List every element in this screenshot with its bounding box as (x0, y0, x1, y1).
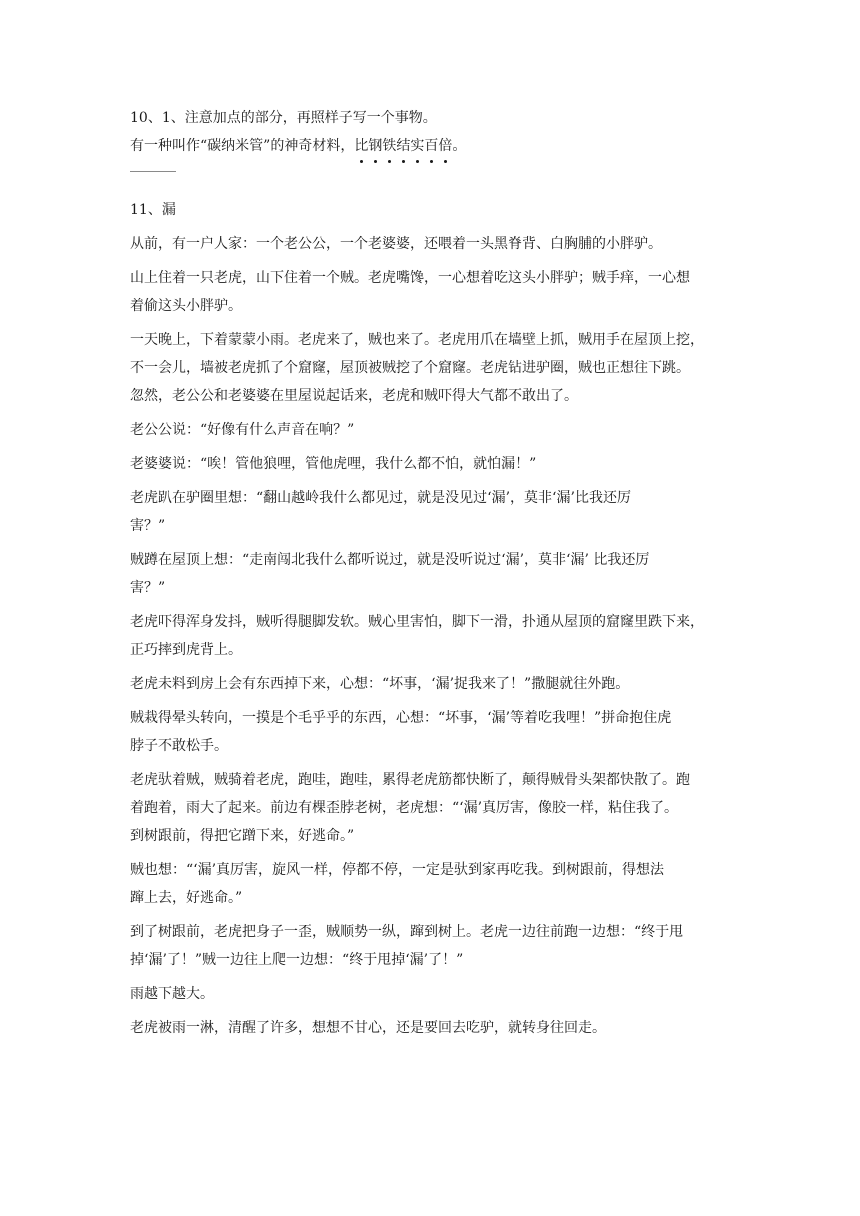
document-page (130, 107, 730, 1048)
story-line: 忽然，老公公和老婆婆在里屋说起话来，老虎和贼吓得大气都不敢出了。 (130, 388, 578, 404)
story-line: 正巧摔到虎背上。 (130, 642, 242, 658)
story-paragraph (130, 766, 730, 850)
story-line: 老虎驮着贼，贼骑着老虎，跑哇，跑哇，累得老虎筋都快断了，颠得贼骨头架都快散了。跑 (130, 772, 690, 788)
story-line: 不一会儿，墙被老虎抓了个窟窿，屋顶被贼挖了个窟窿。老虎钻进驴圈，贼也正想往下跳。 (130, 360, 690, 376)
story-line: 到了树跟前，老虎把身子一歪，贼顺势一纵，蹿到树上。老虎一边往前跑一边想：“终于甩 (130, 924, 684, 940)
story-text (130, 230, 730, 1042)
story-paragraph (130, 484, 730, 540)
story-line: 贼也想：“‘漏’真厉害，旋风一样，停都不停，一定是驮到家再吃我。到树跟前，得想法 (130, 862, 665, 878)
question-11-title: 11、漏 (130, 202, 176, 218)
dotted-char: 钢 (368, 135, 382, 157)
dotted-char: 实 (410, 135, 424, 157)
story-line: 老虎吓得浑身发抖，贼听得腿脚发软。贼心里害怕，脚下一滑，扑通从屋顶的窟窿里跌下来， (130, 614, 704, 630)
story-line: 老虎趴在驴圈里想：“翻山越岭我什么都见过，就是没见过‘漏’，莫非‘漏’比我还厉 (130, 490, 631, 506)
dotted-char: 倍 (438, 135, 452, 157)
story-line: 老公公说：“好像有什么声音在响？” (130, 422, 355, 438)
story-paragraph (130, 230, 730, 258)
story-paragraph (130, 980, 730, 1008)
story-line: 着跑着，雨大了起来。前边有棵歪脖老树，老虎想：“‘漏’真厉害，像胶一样，粘住我了。 (130, 800, 679, 816)
story-line: 贼蹲在屋顶上想：“走南闯北我什么都听说过，就是没听说过‘漏’，莫非‘漏’ 比我还厉 (130, 552, 650, 568)
story-line: 害？” (130, 518, 166, 534)
dotted-char: 铁 (382, 135, 396, 157)
story-line: 雨越下越大。 (130, 986, 214, 1002)
story-paragraph (130, 918, 730, 974)
story-line: 山上住着一只老虎，山下住着一个贼。老虎嘴馋，一心想着吃这头小胖驴；贼手痒，一心想 (130, 270, 690, 286)
story-paragraph (130, 704, 730, 760)
question-10-example-sentence (130, 135, 730, 157)
story-paragraph (130, 326, 730, 410)
dotted-char: 百 (424, 135, 438, 157)
story-paragraph (130, 856, 730, 912)
story-line: 老婆婆说：“唉！管他狼哩，管他虎哩，我什么都不怕，就怕漏！” (130, 456, 537, 472)
dotted-char: 比 (354, 135, 368, 157)
story-line: 老虎被雨一淋，清醒了许多，想想不甘心，还是要回去吃驴，就转身往回走。 (130, 1020, 606, 1036)
dotted-emphasis (354, 135, 452, 157)
story-line: 脖子不敢松手。 (130, 738, 228, 754)
story-line: 贼栽得晕头转向，一摸是个毛乎乎的东西，心想：“坏事，‘漏’等着吃我哩！”拼命抱住虎 (130, 710, 672, 726)
story-paragraph (130, 670, 730, 698)
story-paragraph (130, 264, 730, 320)
dotted-char: 结 (396, 135, 410, 157)
story-line: 掉‘漏’了！”贼一边往上爬一边想：“终于甩掉‘漏’了！” (130, 952, 464, 968)
story-paragraph (130, 608, 730, 664)
story-line: 从前，有一户人家：一个老公公，一个老婆婆，还喂着一头黑脊背、白胸脯的小胖驴。 (130, 236, 662, 252)
story-line: 到树跟前，得把它蹭下来，好逃命。” (130, 828, 355, 844)
story-line: 老虎未料到房上会有东西掉下来，心想：“坏事，‘漏’捉我来了！”撒腿就往外跑。 (130, 676, 630, 692)
story-line: 一天晚上，下着蒙蒙小雨。老虎来了，贼也来了。老虎用爪在墙壁上抓，贼用手在屋顶上挖， (130, 332, 704, 348)
question-10-title: 10、1、注意加点的部分，再照样子写一个事物。 (130, 110, 437, 126)
sentence-before: 有一种叫作“碳纳米管”的神奇材料， (130, 138, 355, 154)
answer-blank-line[interactable] (130, 171, 176, 172)
story-line: 着偷这头小胖驴。 (130, 298, 242, 314)
story-paragraph (130, 450, 730, 478)
story-paragraph (130, 546, 730, 602)
sentence-after: 。 (452, 138, 467, 154)
story-paragraph (130, 416, 730, 444)
story-line: 害？” (130, 580, 166, 596)
story-line: 蹿上去，好逃命。” (130, 890, 243, 906)
story-paragraph (130, 1014, 730, 1042)
